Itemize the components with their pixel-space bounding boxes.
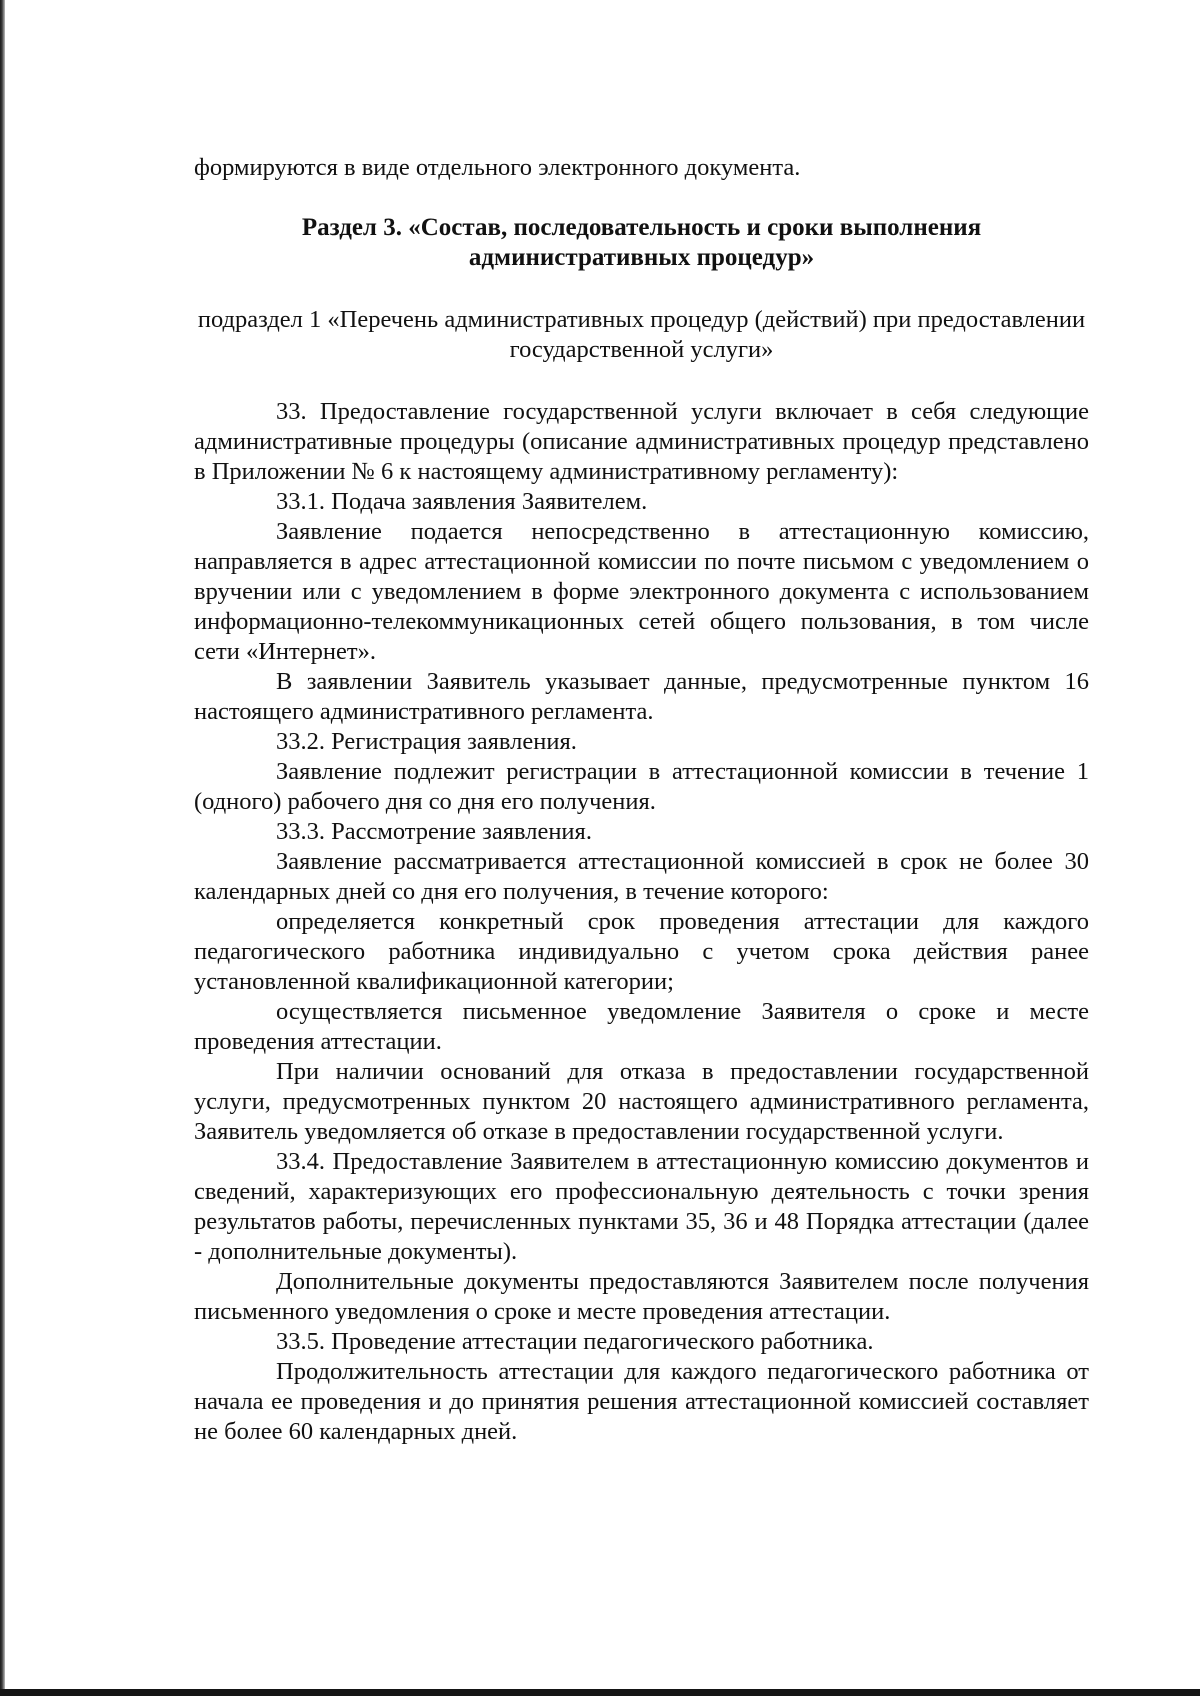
paragraph-33-2: 33.2. Регистрация заявления.	[276, 728, 577, 755]
paragraph-33: 33. Предоставление государственной услуги включает в себя следующие административные процедуры (описание административных процедур представлено в Приложении № 6 к настоящему административному регламенту):	[194, 398, 1089, 485]
scan-left-edge	[0, 0, 5, 1696]
paragraph-33-1: 33.1. Подача заявления Заявителем.	[276, 488, 648, 515]
paragraph-duration: Продолжительность аттестации для каждого педагогического работника от начала ее проведения и до принятия решения аттестационной комиссией составляет не более 60 календарных дней.	[194, 1358, 1089, 1445]
paragraph-review-term: Заявление рассматривается аттестационной комиссией в срок не более 30 календарных дней со дня его получения, в течение которого:	[194, 848, 1089, 905]
paragraph-33-5: 33.5. Проведение аттестации педагогического работника.	[276, 1328, 874, 1355]
paragraph-term-determination: определяется конкретный срок проведения аттестации для каждого педагогического работника индивидуально с учетом срока действия ранее установленной квалификационной категории;	[194, 908, 1089, 995]
paragraph-application-data: В заявлении Заявитель указывает данные, предусмотренные пунктом 16 настоящего административного регламента.	[194, 668, 1089, 725]
scan-bottom-edge	[0, 1689, 1200, 1696]
paragraph-33-4: 33.4. Предоставление Заявителем в аттестационную комиссию документов и сведений, характеризующих его профессиональную деятельность с точки зрения результатов работы, перечисленных пунктами 35, 36 и 48 Порядка аттестации (далее - дополнительные документы).	[194, 1148, 1089, 1265]
paragraph-application-submission: Заявление подается непосредственно в аттестационную комиссию, направляется в адрес аттестационной комиссии по почте письмом с уведомлением о вручении или с уведомлением в форме электронного документа с использованием информационно-телекоммуникационных сетей общего пользования, в том числе сети «Интернет».	[194, 518, 1089, 665]
paragraph-notification: осуществляется письменное уведомление Заявителя о сроке и месте проведения аттестации.	[194, 998, 1089, 1055]
subsection-title: подраздел 1 «Перечень административных процедур (действий) при предоставлении государственной услуги»	[197, 306, 1086, 363]
intro-line: формируются в виде отдельного электронного документа.	[194, 154, 801, 181]
document-body	[194, 397, 1089, 1447]
paragraph-registration: Заявление подлежит регистрации в аттестационной комиссии в течение 1 (одного) рабочего дня со дня его получения.	[194, 758, 1089, 815]
paragraph-33-3: 33.3. Рассмотрение заявления.	[276, 818, 592, 845]
section-title: Раздел 3. «Состав, последовательность и сроки выполнения административных процедур»	[301, 214, 982, 271]
paragraph-additional-documents: Дополнительные документы предоставляются Заявителем после получения письменного уведомления о сроке и месте проведения аттестации.	[194, 1268, 1089, 1325]
paragraph-refusal: При наличии оснований для отказа в предоставлении государственной услуги, предусмотренных пунктом 20 настоящего административного регламента, Заявитель уведомляется об отказе в предоставлении государственной услуги.	[194, 1058, 1089, 1145]
